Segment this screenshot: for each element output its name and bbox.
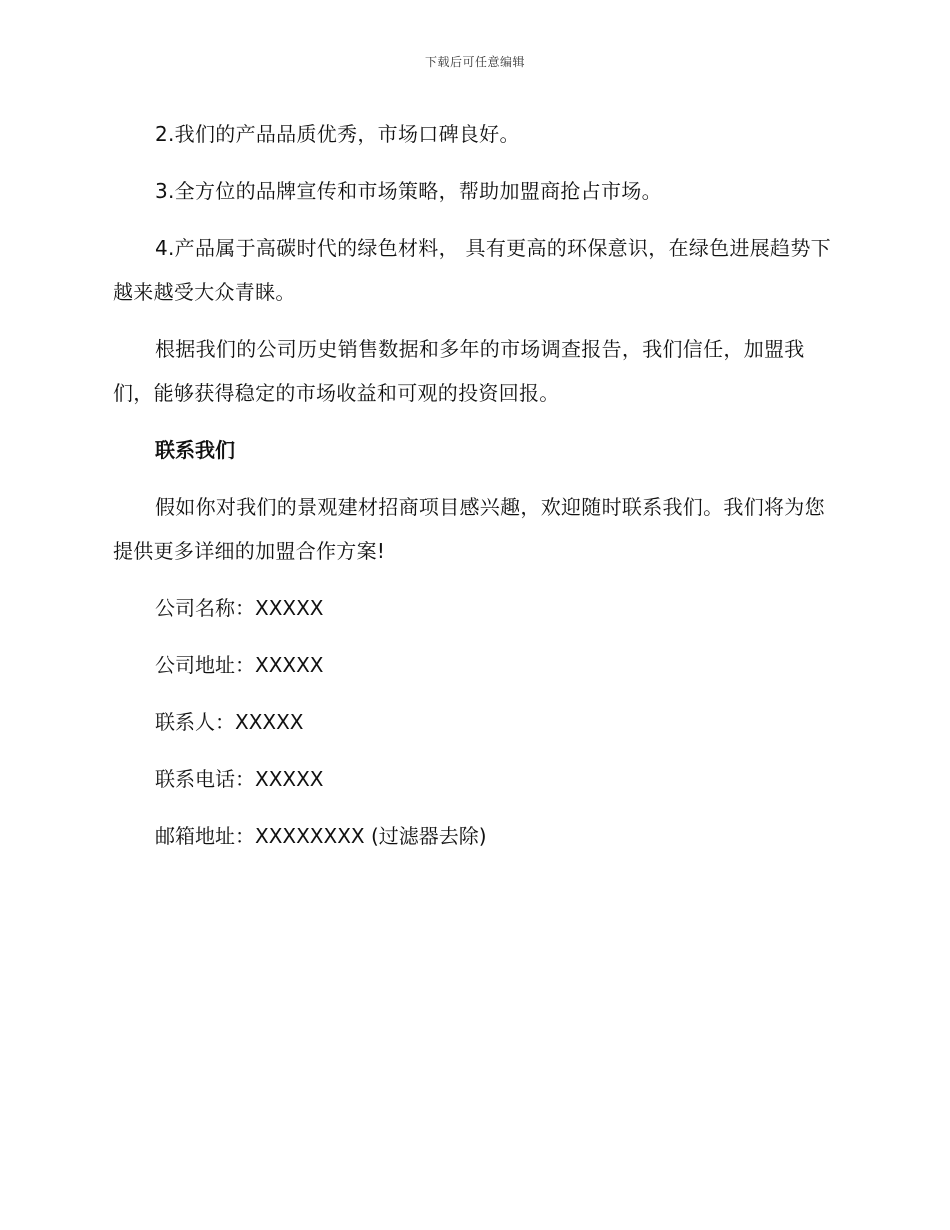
paragraph-contact-intro: 假如你对我们的景观建材招商项目感兴趣，欢迎随时联系我们。我们将为您提供更多详细的加盟合作方案! — [113, 495, 825, 563]
document-body — [113, 112, 833, 858]
paragraph-advantage-4: 4.产品属于高碳时代的绿色材料， 具有更高的环保意识，在绿色进展趋势下越来越受大众青睐。 — [113, 236, 831, 304]
contact-person-line: 联系人：XXXXX — [155, 710, 304, 734]
header-note: 下载后可任意编辑 — [424, 55, 525, 69]
company-address-line: 公司地址：XXXXX — [155, 653, 324, 677]
section-heading-contact: 联系我们 — [155, 438, 235, 462]
phone-line: 联系电话：XXXXX — [155, 767, 324, 791]
paragraph-advantage-3: 3.全方位的品牌宣传和市场策略，帮助加盟商抢占市场。 — [155, 179, 662, 203]
company-name-line: 公司名称：XXXXX — [155, 596, 324, 620]
paragraph-advantage-2: 2.我们的产品品质优秀，市场口碑良好。 — [155, 122, 520, 146]
email-line: 邮箱地址：XXXXXXXX (过滤器去除) — [155, 824, 487, 848]
paragraph-summary: 根据我们的公司历史销售数据和多年的市场调查报告，我们信任，加盟我们，能够获得稳定的市场收益和可观的投资回报。 — [113, 337, 805, 405]
